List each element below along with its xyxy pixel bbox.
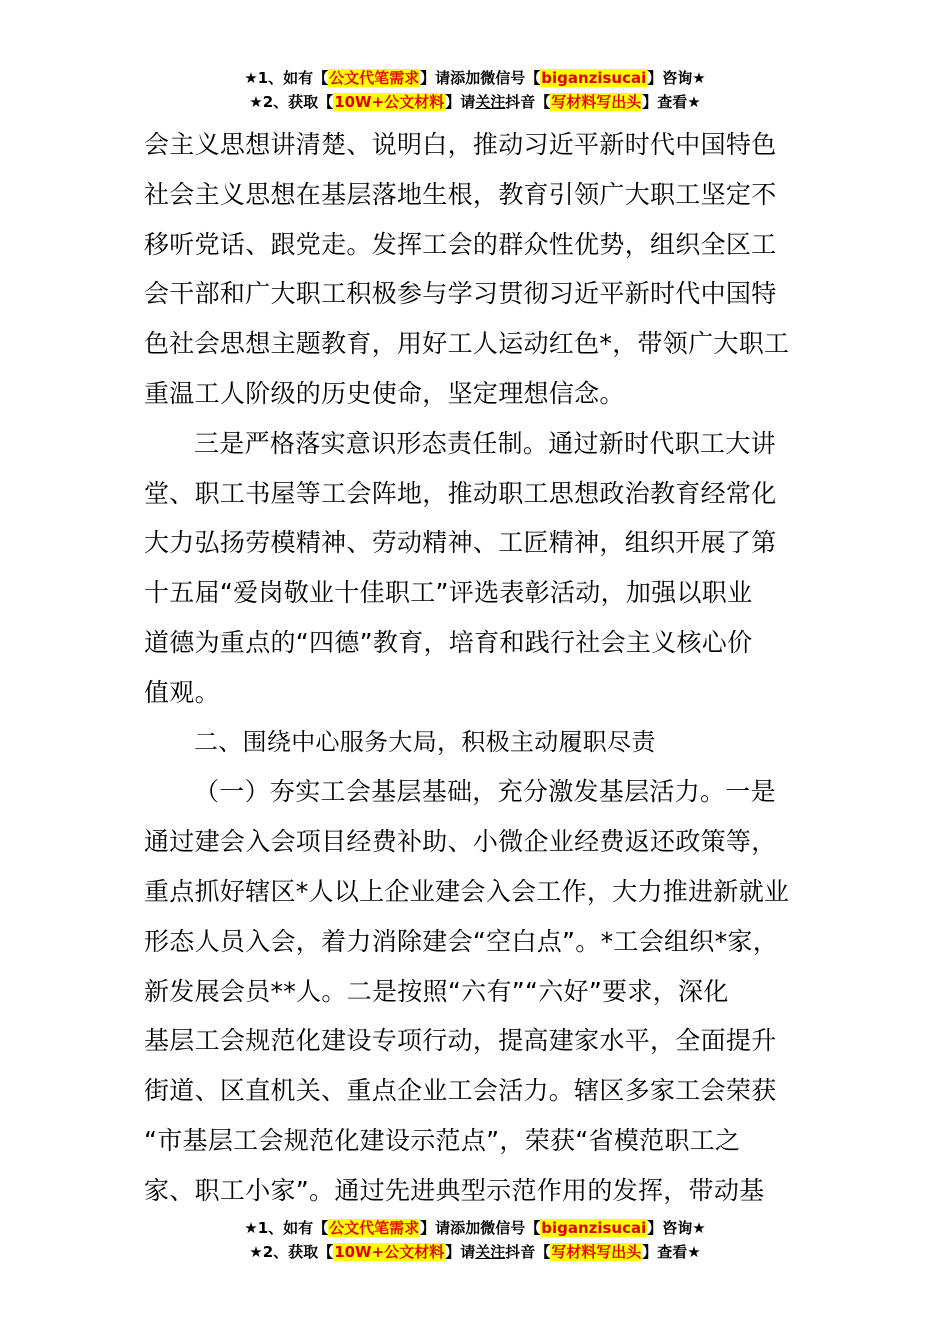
document-body [144,120,834,1216]
footer-promo-banner [0,1216,950,1264]
highlight-materials: 10W+公文材料 [334,1243,445,1261]
highlight-douyin-account: 写材料写出头 [551,1243,642,1261]
body-line: 会主义思想讲清楚、说明白，推动习近平新时代中国特色 [144,130,777,159]
body-line: 移听党话、跟党走。发挥工会的群众性优势，组织全区工 [144,229,777,259]
highlight-service: 公文代笔需求 [329,69,420,87]
promo-line-2: ★2、获取【10W+公文材料】请关注抖音【写材料写出头】查看★ [249,93,701,111]
highlight-wechat-id: biganzisucai [541,69,647,87]
highlight-materials: 10W+公文材料 [334,93,445,111]
body-line: 会干部和广大职工积极参与学习贯彻习近平新时代中国特 [144,279,777,309]
body-line: 新发展会员**人。二是按照“六有”“六好”要求，深化 [144,976,729,1006]
body-line: 道德为重点的“四德”教育，培育和践行社会主义核心价 [144,627,753,657]
body-line: 基层工会规范化建设专项行动，提高建家水平，全面提升 [144,1026,777,1056]
promo-line-1: ★1、如有【公文代笔需求】请添加微信号【biganzisucai】咨询★ [244,69,706,87]
subsection-heading-line: （一）夯实工会基层基础，充分激发基层活力。一是 [194,777,776,807]
body-line: 堂、职工书屋等工会阵地，推动职工思想政治教育经常化 [144,478,777,508]
body-line: 值观。 [144,677,220,707]
header-promo-banner [0,66,950,114]
promo-line-2: ★2、获取【10W+公文材料】请关注抖音【写材料写出头】查看★ [249,1243,701,1261]
body-line: 重温工人阶级的历史使命，坚定理想信念。 [144,378,625,408]
highlight-service: 公文代笔需求 [329,1219,420,1237]
body-line: 街道、区直机关、重点企业工会活力。辖区多家工会荣获 [144,1076,777,1106]
body-line: 十五届“爱岗敬业十佳职工”评选表彰活动，加强以职业 [144,578,753,608]
body-line: 家、职工小家”。通过先进典型示范作用的发挥，带动基 [144,1175,765,1205]
body-line: 大力弘扬劳模精神、劳动精神、工匠精神，组织开展了第 [144,528,777,558]
body-line: 色社会思想主题教育，用好工人运动红色*，带领广大职工 [144,329,790,359]
body-line: 重点抓好辖区*人以上企业建会入会工作，大力推进新就业 [144,876,790,906]
highlight-douyin-account: 写材料写出头 [551,93,642,111]
body-line: 形态人员入会，着力消除建会“空白点”。*工会组织*家， [144,926,779,956]
paragraph-start-line: 三是严格落实意识形态责任制。通过新时代职工大讲 [194,428,776,458]
highlight-wechat-id: biganzisucai [541,1219,647,1237]
promo-line-1: ★1、如有【公文代笔需求】请添加微信号【biganzisucai】咨询★ [244,1219,706,1237]
body-line: 社会主义思想在基层落地生根，教育引领广大职工坚定不 [144,179,777,209]
section-heading: 二、围绕中心服务大局，积极主动履职尽责 [194,727,656,756]
body-line: 通过建会入会项目经费补助、小微企业经费返还政策等， [144,827,777,857]
body-line: “市基层工会规范化建设示范点”，荣获“省模范职工之 [144,1125,741,1155]
